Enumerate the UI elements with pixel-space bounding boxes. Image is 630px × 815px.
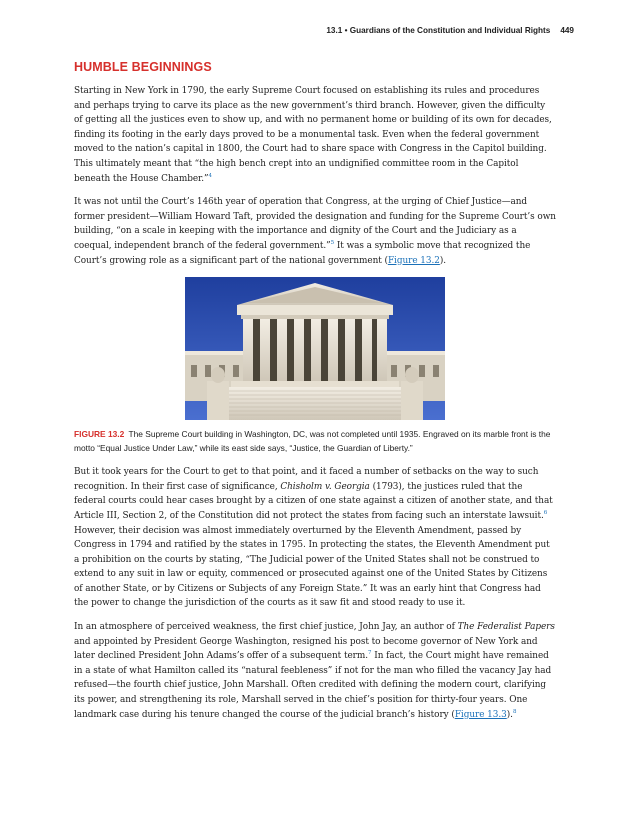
paragraph-2-text-c: ). <box>439 255 447 266</box>
figure-caption <box>74 428 556 455</box>
paragraph-3 <box>74 465 556 611</box>
figure-13-3-link[interactable]: Figure 13.3 <box>454 709 507 720</box>
paragraph-3-text-a: But it took years for the Court to get to that point, and it faced a number of setbacks on the way to such recognition. In their first case of significance, <box>74 467 539 492</box>
section-title: HUMBLE BEGINNINGS <box>74 60 212 74</box>
running-head <box>326 26 574 35</box>
paragraph-3-text-b: (1793), the justices ruled that the federal courts could hear cases brought by a citizen of one state against a citizen of another state, and that Article III, Section 2, of the Constitution did not protect the states from facing such an interstate lawsuit. <box>74 481 553 521</box>
footnote-ref-5[interactable]: 5 <box>330 239 335 246</box>
footnote-ref-4[interactable]: 4 <box>208 172 212 179</box>
paragraph-4-text-d: ). <box>506 709 513 720</box>
paragraph-1 <box>74 84 556 186</box>
page-number: 449 <box>560 26 574 35</box>
figure-caption-text: The Supreme Court building in Washington, DC, was not completed until 1935. Engraved on its marble front is the motto “Equal Justice Under Law,” while its east side says, “Justice, the Guardian of Liberty.” <box>74 429 551 453</box>
footnote-ref-8[interactable]: 8 <box>512 708 517 715</box>
paragraph-4-text-a: In an atmosphere of perceived weakness, the first chief justice, John Jay, an author of <box>74 622 458 633</box>
section-header: 13.1 • Guardians of the Constitution and Individual Rights <box>326 26 551 35</box>
paragraph-2 <box>74 195 556 268</box>
book-title: The Federalist Papers <box>457 622 555 633</box>
paragraph-3-text-c: However, their decision was almost immediately overturned by the Eleventh Amendment, passed by Congress in 1794 and ratified by the states in 1795. In protecting the states, the Eleventh Amendment put a prohibition on the courts by stating, “The Judicial power of the United States shall not be construed to extend to any suit in law or equity, commenced or prosecuted against one of the United States by Citizens of another State, or by Citizens or Subjects of any Foreign State.” It was an early hint that Congress had the power to change the jurisdiction of the courts as it saw fit and stood ready to use it. <box>74 525 550 609</box>
main-content <box>74 60 556 731</box>
paragraph-1-text: Starting in New York in 1790, the early Supreme Court focused on establishing its rules and procedures and perhaps trying to carve its place as the new government’s third branch. However, given the difficulty of getting all the justices even to show up, and with no permanent home or building of its own for decades, finding its footing in the early days proved to be a monumental task. Even when the federal government moved to the nation’s capital in 1800, the Court had to share space with Congress in the Capitol building. This ultimately meant that “the high bench crept into an undignified committee room in the Capitol beneath the House Chamber.” <box>74 86 552 184</box>
case-name: Chisholm v. Georgia <box>280 481 370 492</box>
paragraph-4-text-c: In fact, the Court might have remained in a state of what Hamilton called its “natural feebleness” if not for the man who filled the vacancy Jay had refused—the fourth chief justice, John Marshall. Often credited with defining the modern court, clarifying its power, and strengthening its role, Marshall served in the chief’s position for thirty-four years. One landmark case during his tenure changed the course of the judicial branch’s history ( <box>74 651 552 720</box>
figure-13-2 <box>74 277 556 455</box>
footnote-ref-6[interactable]: 6 <box>543 509 548 516</box>
supreme-court-photo <box>185 277 445 420</box>
paragraph-2-text-a: It was not until the Court’s 146th year of operation that Congress, at the urging of Chief Justice—and former president—William Howard Taft, provided the designation and funding for the Supreme Court’s own building, “on a scale in keeping with the importance and dignity of the Court and the Judiciary as a coequal, independent branch of the federal government.” <box>74 197 556 251</box>
paragraph-2-text-b: It was a symbolic move that recognized the Court’s growing role as a significant part of the national government ( <box>74 240 531 266</box>
figure-13-2-link[interactable]: Figure 13.2 <box>387 255 440 266</box>
figure-label: FIGURE 13.2 <box>74 429 125 440</box>
paragraph-4-text-b: and appointed by President George Washington, resigned his post to become governor of New York and later declined President John Adams’s offer of a subsequent term. <box>74 636 538 662</box>
paragraph-4 <box>74 620 556 722</box>
footnote-ref-7[interactable]: 7 <box>368 650 372 657</box>
